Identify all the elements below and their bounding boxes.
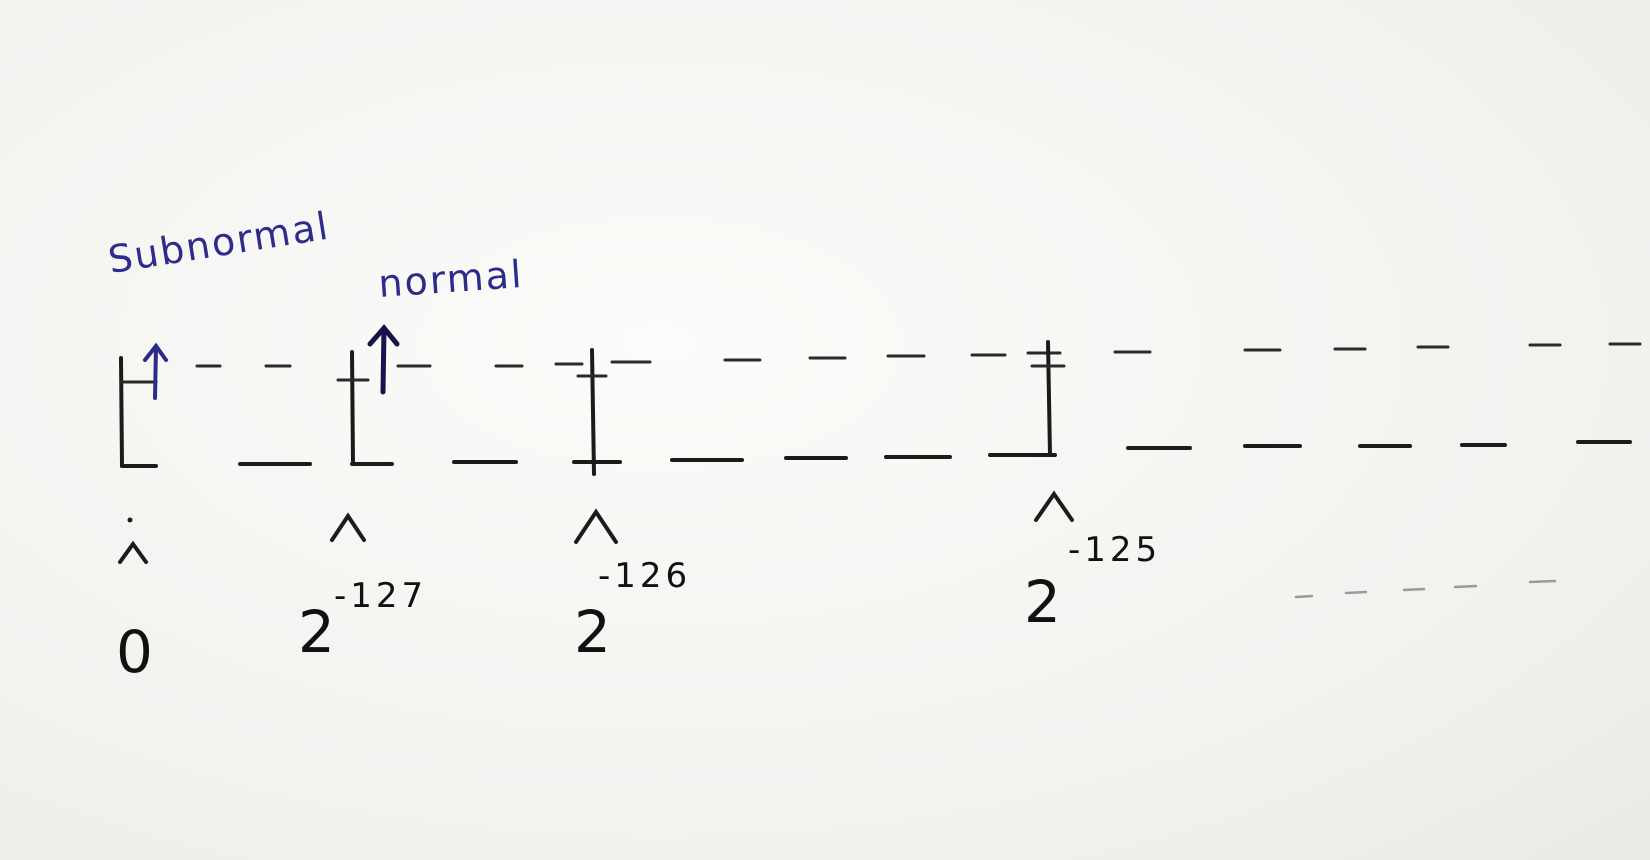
zero-label: 0 bbox=[116, 618, 153, 686]
subnormal-arrow bbox=[145, 346, 166, 398]
caret-marks bbox=[120, 494, 1072, 562]
caret-127 bbox=[332, 516, 364, 540]
caret-zero bbox=[120, 544, 146, 562]
normal-label: normal bbox=[376, 251, 525, 306]
subnormal-label: Subnormal bbox=[105, 203, 333, 282]
faint-continuation bbox=[1296, 581, 1555, 597]
tick-126-base: 2 bbox=[574, 598, 611, 666]
tick-127-exponent: -127 bbox=[334, 576, 428, 616]
upper-dashed-line bbox=[197, 344, 1640, 366]
tick-126-exponent: -126 bbox=[598, 556, 692, 596]
tick-125-exponent: -125 bbox=[1068, 530, 1162, 570]
tick-125-base: 2 bbox=[1024, 568, 1061, 636]
caret-126 bbox=[576, 512, 616, 542]
tick-marks bbox=[121, 342, 1064, 474]
tick-127-base: 2 bbox=[298, 598, 335, 666]
caret-dot bbox=[128, 518, 133, 523]
caret-125 bbox=[1036, 494, 1072, 520]
lower-axis-line bbox=[122, 442, 1630, 466]
normal-arrow bbox=[370, 328, 397, 392]
